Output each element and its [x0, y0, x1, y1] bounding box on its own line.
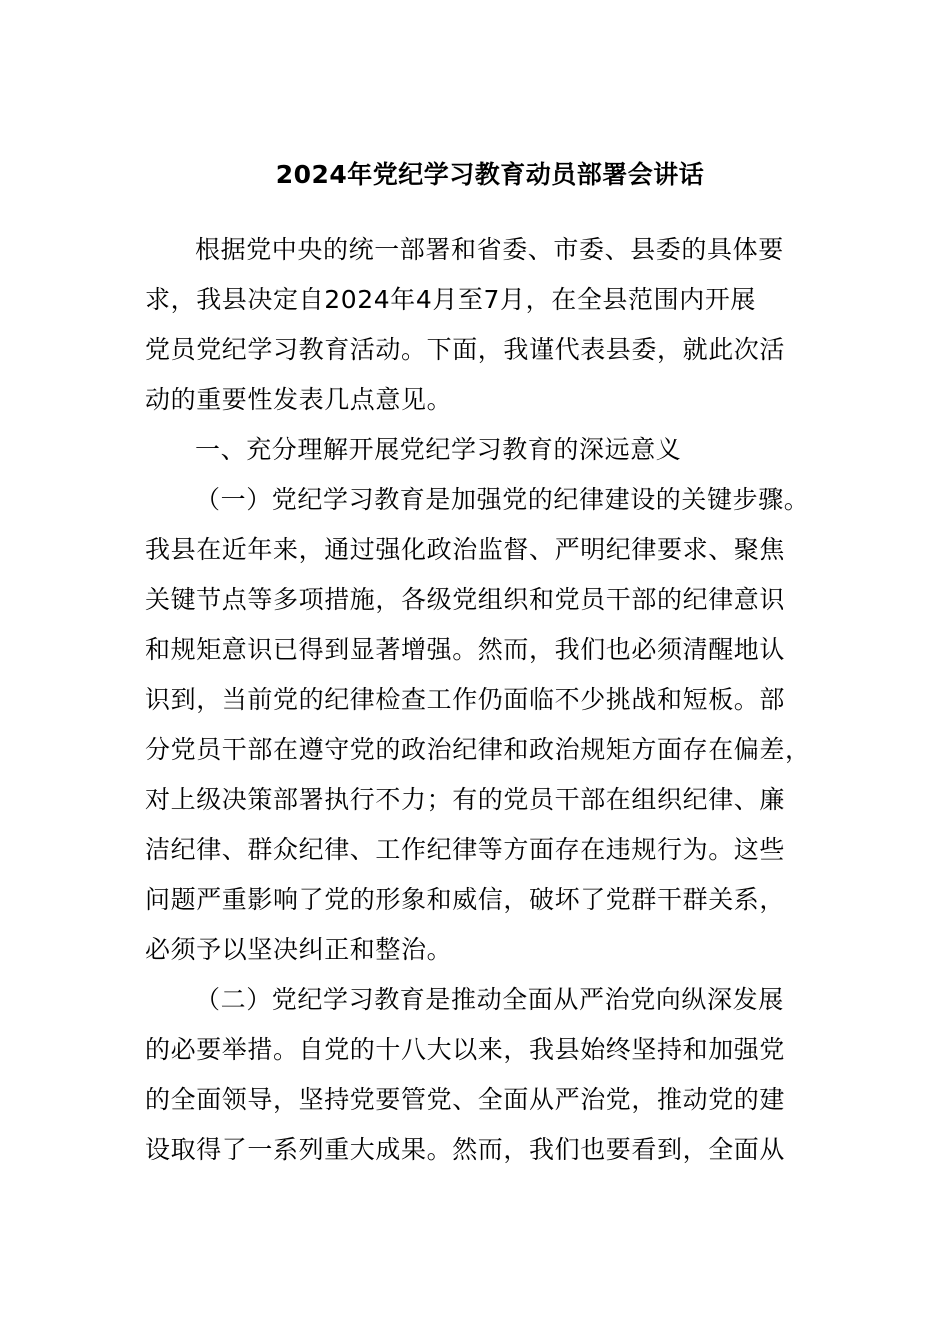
text-line-8: 关键节点等多项措施，各级党组织和党员干部的纪律意识: [145, 585, 786, 614]
text-line-15: 必须予以坚决纠正和整治。: [145, 935, 453, 964]
text-line-19: 设取得了一系列重大成果。然而，我们也要看到，全面从: [145, 1135, 786, 1164]
text-line-14: 问题严重影响了党的形象和威信，破坏了党群干群关系，: [145, 885, 786, 914]
text-line-10: 识到，当前党的纪律检查工作仍面临不少挑战和短板。部: [145, 685, 786, 714]
text-line-4: 动的重要性发表几点意见。: [145, 385, 453, 414]
text-line-17: 的必要举措。自党的十八大以来，我县始终坚持和加强党: [145, 1035, 786, 1064]
text-line-16: （二）党纪学习教育是推动全面从严治党向纵深发展: [195, 985, 784, 1014]
section-heading-1: 一、充分理解开展党纪学习教育的深远意义: [195, 435, 682, 464]
text-line-12: 对上级决策部署执行不力；有的党员干部在组织纪律、廉: [145, 785, 786, 814]
text-line-2: 求，我县决定自2024年4月至7月，在全县范围内开展: [145, 285, 757, 314]
text-line-13: 洁纪律、群众纪律、工作纪律等方面存在违规行为。这些: [145, 835, 786, 864]
text-line-11: 分党员干部在遵守党的政治纪律和政治规矩方面存在偏差，: [145, 735, 811, 764]
text-line-3: 党员党纪学习教育活动。下面，我谨代表县委，就此次活: [145, 335, 786, 364]
text-line-1: 根据党中央的统一部署和省委、市委、县委的具体要: [195, 235, 784, 264]
text-line-6: （一）党纪学习教育是加强党的纪律建设的关键步骤。: [195, 485, 810, 514]
document-title: 2024年党纪学习教育动员部署会讲话: [275, 160, 705, 189]
text-line-18: 的全面领导，坚持党要管党、全面从严治党，推动党的建: [145, 1085, 786, 1114]
text-line-7: 我县在近年来，通过强化政治监督、严明纪律要求、聚焦: [145, 535, 786, 564]
text-line-9: 和规矩意识已得到显著增强。然而，我们也必须清醒地认: [145, 635, 786, 664]
